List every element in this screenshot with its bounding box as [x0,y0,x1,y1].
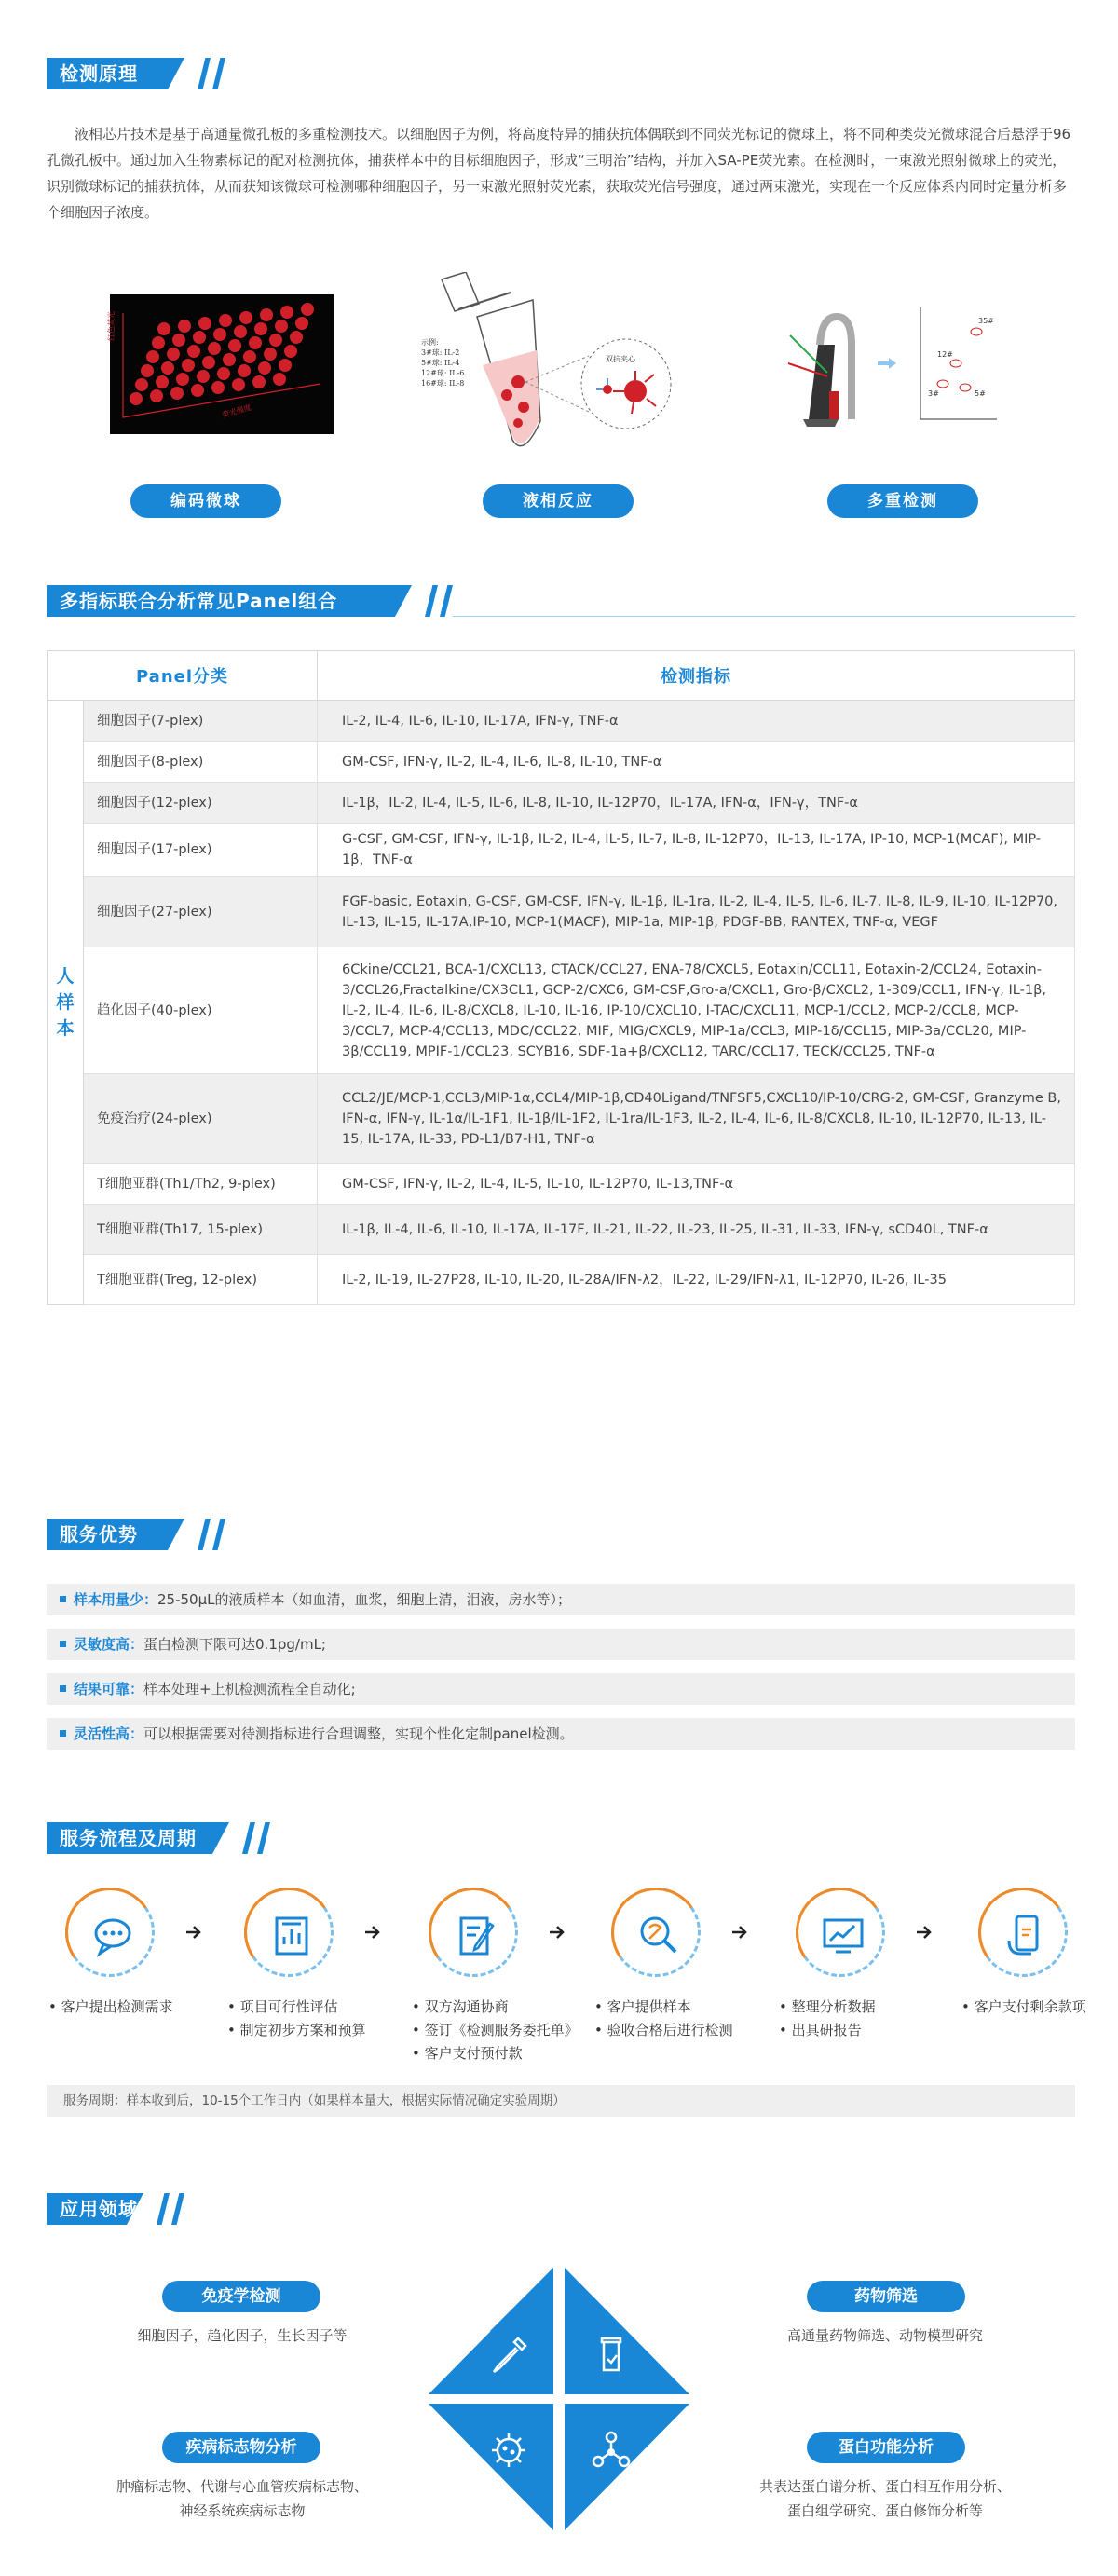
plate-bead [182,359,195,372]
plate-bead [258,361,271,375]
panel-indicators: IL-2, IL-19, IL-27P28, IL-10, IL-20, IL-28A/IFN-λ2，IL-22, IL-29/IFN-λ1, IL-12P70, IL-26, IL-35 [318,1255,1075,1305]
section-title-principle: 检测原理 [60,62,138,85]
panel-indicators: FGF-basic, Eotaxin, G-CSF, GM-CSF, IFN-γ, IL-1β, IL-1ra, IL-2, IL-4, IL-5, IL-6, IL-7, IL-8, IL-9, IL-10, IL-12P70, IL-13, IL-15, IL-17A,IP-10, MCP-1(MACF), MIP-1a, MIP-1β, PDGF-BB, RANTEX, TNF-α, VEGF [318,877,1075,947]
plate-bead [191,384,204,397]
panel-category: 趋化因子(40-plex) [84,947,318,1074]
panel-category: T细胞亚群(Th17, 15-plex) [84,1205,318,1255]
plate-bead [170,387,184,400]
app-text-line: 共表达蛋白谱分析、蛋白相互作用分析、 [758,2478,1011,2495]
arrow-right-icon [548,1923,566,1942]
plate-bead [172,334,185,347]
tube-legend-title: 示例: [421,338,439,347]
panel-indicators: IL-2, IL-4, IL-6, IL-10, IL-17A, IFN-γ, TNF-α [318,701,1075,742]
panel-table-body [48,701,1075,1305]
process-step-ring [244,1888,334,1977]
bead-plate-image [107,294,334,434]
app-text-protein-function [727,2474,1043,2523]
principle-text: 液相芯片技术是基于高通量微孔板的多重检测技术。以细胞因子为例，将高度特异的捕获抗体偶联到不同荧光标记的微球上，将不同种类荧光微球混合后悬浮于96孔微孔板中。通过加入生物素标记的配对检测抗体，捕获样本中的目标细胞因子，形成“三明治”结构，并加入SA-PE荧光素。在检测时，一束激光照射微球上的荧光，识别微球标记的捕获抗体，从而获知该微球可检测哪种细胞因子，另一束激光照射荧光素，获取荧光信号强度，通过两束激光，实现在一个反应体系内同时定量分析多个细胞因子浓度。 [47,126,1071,221]
arrow-right-icon [730,1923,749,1942]
advantage-item [47,1629,1075,1660]
table-row [48,1255,1075,1305]
plate-bead [243,350,256,363]
table-row [48,947,1075,1074]
tube-legend [421,337,464,388]
advantage-item [47,1584,1075,1615]
app-pill-protein-function: 蛋白功能分析 [807,2432,965,2463]
section-title-panel: 多指标联合分析常见Panel组合 [60,590,338,612]
panel-table [47,650,1075,1305]
plate-bead [208,342,221,355]
advantage-text: 25-50μL的液质样本（如血清，血浆，细胞上清，泪液，房水等）； [157,1591,572,1608]
table-row [48,1164,1075,1205]
arrow-right-icon [184,1923,203,1942]
process-step-text [961,1996,1086,2019]
process-step-ring [611,1888,701,1977]
process-step-text [594,1996,733,2042]
process-step-line: • 客户支付预付款 [412,2045,523,2062]
plate-bead [135,378,148,391]
process-step-line: • 双方沟通协商 [412,1998,509,2015]
panel-category: 免疫治疗(24-plex) [84,1074,318,1164]
process-step-text [779,1996,876,2042]
process-step-text [48,1996,173,2019]
app-text-line: 细胞因子，趋化因子，生长因子等 [137,2327,348,2344]
service-period: 服务周期：样本收到后，10-15个工作日内（如果样本量大，根据实际情况确定实验周期） [47,2085,1075,2117]
process-step-line: • 签订《检测服务委托单》 [412,2022,579,2038]
panel-category: 细胞因子(27-plex) [84,877,318,947]
chat-icon [90,1913,135,1957]
process-step-ring [978,1888,1068,1977]
scatter-label: 3# [928,389,939,398]
process-step-line: • 客户提供样本 [594,1998,691,2015]
analysis-icon [821,1913,866,1957]
app-text-line: 高通量药物筛选、动物模型研究 [786,2327,983,2344]
tube-reaction-image [421,272,691,458]
advantage-text: 可以根据需要对待测指标进行合理调整，实现个性化定制panel检测。 [143,1725,574,1742]
table-row [48,783,1075,824]
plate-bead [254,322,267,335]
virus-icon [486,2428,531,2473]
table-row [48,701,1075,742]
plate-y-axis-label: 红色荧光 [107,311,116,341]
plate-bead [264,348,277,361]
section-title-process: 服务流程及周期 [60,1827,197,1849]
test-tube-icon [589,2333,634,2378]
plate-bead [295,317,308,330]
plate-bead [146,350,159,363]
plate-bead [211,381,225,394]
contract-icon [454,1913,498,1957]
table-row [48,824,1075,877]
panel-category: 细胞因子(8-plex) [84,742,318,783]
panel-indicators: IL-1β, IL-4, IL-6, IL-10, IL-17A, IL-17F, IL-21, IL-22, IL-23, IL-25, IL-31, IL-33, IFN-γ, sCD40L, TNF-α [318,1205,1075,1255]
scatter-label: 5# [975,389,986,398]
scatter-label: 12# [937,350,953,359]
advantage-item [47,1673,1075,1705]
plate-bead [202,356,215,369]
app-text-immunology [102,2324,382,2348]
plate-bead [193,331,206,344]
plate-bead [239,311,252,324]
process-step-ring [429,1888,518,1977]
plate-bead [152,336,165,349]
sample-search-icon [636,1913,681,1957]
app-pill-drug-screening: 药物筛选 [807,2281,965,2312]
table-row [48,1074,1075,1164]
plate-bead [156,375,169,388]
plate-bead [249,336,262,349]
plate-bead [284,345,297,358]
application-diamond [429,2255,689,2543]
app-text-disease-markers [84,2474,401,2523]
panel-category: 细胞因子(7-plex) [84,701,318,742]
plate-bead [219,314,232,327]
advantage-text: 蛋白检测下限可达0.1pg/mL; [143,1636,326,1653]
panel-indicators: G-CSF, GM-CSF, IFN-γ, IL-1β, IL-2, IL-4, IL-5, IL-7, IL-8, IL-12P70，IL-13, IL-17A, IP-10, MCP-1(MCAF), MIP-1β，TNF-α [318,824,1075,877]
sample-type-label: 人 样 本 [48,701,84,1305]
advantage-key: 灵活性高： [74,1725,144,1742]
plate-bead [275,320,288,333]
plate-bead [301,303,314,316]
process-step-line: • 客户提出检测需求 [48,1998,173,2015]
payment-icon [1003,1913,1048,1957]
panel-category: 细胞因子(12-plex) [84,783,318,824]
table-header-row [48,651,1075,701]
app-text-line: 蛋白组学研究、蛋白修饰分析等 [786,2502,983,2519]
plate-bead [260,308,273,321]
advantage-text: 样本处理+上机检测流程全自动化; [143,1681,356,1697]
step-pill-encoded-beads: 编码微球 [130,484,281,518]
molecule-icon [589,2428,634,2473]
tube-legend-item: 3#球: IL-2 [421,348,460,357]
table-row [48,877,1075,947]
process-step-line: • 项目可行性评估 [227,1998,338,2015]
process-step-line: • 验收合格后进行检测 [594,2022,733,2038]
plate-bead [176,373,189,386]
app-pill-disease-markers: 疾病标志物分析 [162,2432,320,2463]
plate-bead [238,364,251,377]
plate-bead [232,378,245,391]
plate-bead [178,320,191,333]
plate-bead [228,339,241,352]
plate-bead [187,345,200,358]
advantage-key: 结果可靠： [74,1681,144,1697]
plate-bead [213,328,226,341]
plate-bead [273,373,286,386]
process-step-line: • 客户支付剩余款项 [961,1998,1086,2015]
app-pill-immunology: 免疫学检测 [162,2281,320,2312]
section-title-application: 应用领域 [60,2198,138,2220]
pipette-icon [486,2333,531,2378]
panel-indicators: CCL2/JE/MCP-1,CCL3/MIP-1α,CCL4/MIP-1β,CD40Ligand/TNFSF5,CXCL10/IP-10/CRG-2, GM-CSF, Granzyme B, IFN-α, IFN-γ, IL-1α/IL-1F1, IL-1β/IL-1F2, IL-1ra/IL-1F3, IL-2, IL-4, IL-6, IL-8/CXCL8, IL-10, IL-12P70, IL-13, IL-15, IL-17A, IL-33, PD-L1/B7-H1, TNF-α [318,1074,1075,1164]
tube-zoom-label: 双抗夹心 [606,355,635,363]
step-pill-liquid-reaction: 液相反应 [483,484,634,518]
panel-indicators: 6Ckine/CCL21, BCA-1/CXCL13, CTACK/CCL27, ENA-78/CXCL5, Eotaxin/CCL11, Eotaxin-2/CCL24, Eotaxin-3/CCL26,Fractalkine/CX3CL1, GCP-2/CXC6, GM-CSF,Gro-a/CXCL1, Gro-β/CXCL2, 1-309/CCL1, IFN-γ, IL-1β, IL-2, IL-4, IL-6, IL-8/CXCL8, IL-10, IL-16, IP-10/CXCL10, I-TAC/CXCL11, MCP-1/CCL2, MCP-2/CCL8, MCP-3/CCL7, MCP-4/CCL13, MDC/CCL22, MIF, MIG/CXCL9, MIP-1a/CCL3, MIP-1δ/CCL15, MIP-3a/CCL20, MIP-3β/CCL19, MPIF-1/CCL23, SCYB16, SDF-1a+β/CXCL12, TARC/CCL17, TECK/CCL25, TNF-α [318,947,1075,1074]
arrow-right-icon [915,1923,934,1942]
arrow-right-icon [363,1923,382,1942]
table-row [48,742,1075,783]
plate-bead [290,331,303,344]
process-step-ring [65,1888,155,1977]
tube-legend-item: 12#球: IL-6 [421,369,465,377]
plate-bead [161,361,174,375]
plate-bead [130,392,143,405]
panel-category: 细胞因子(17-plex) [84,824,318,877]
process-step-line: • 制定初步方案和预算 [227,2022,366,2038]
plate-bead [252,375,266,388]
plate-bead [279,359,292,372]
plate-bead [280,306,293,319]
table-header-indicator: 检测指标 [318,651,1075,701]
multiplex-detection-image [781,279,1004,447]
section-title-advantage: 服务优势 [60,1523,138,1546]
table-header-category: Panel分类 [48,651,318,701]
process-step-text [412,1996,579,2065]
step-pill-multiplex-detection: 多重检测 [827,484,978,518]
panel-indicators: GM-CSF, IFN-γ, IL-2, IL-4, IL-5, IL-10, IL-12P70, IL-13,TNF-α [318,1164,1075,1205]
plate-bead [150,389,163,402]
panel-indicators: IL-1β，IL-2, IL-4, IL-5, IL-6, IL-8, IL-10, IL-12P70，IL-17A, IFN-α，IFN-γ，TNF-α [318,783,1075,824]
app-text-drug-screening [745,2324,1025,2348]
process-step-ring [796,1888,885,1977]
panel-indicators: GM-CSF, IFN-γ, IL-2, IL-4, IL-6, IL-8, IL-10, TNF-α [318,742,1075,783]
app-text-line: 神经系统疾病标志物 [179,2502,306,2519]
advantage-key: 样本用量少： [74,1591,158,1608]
plate-bead [157,322,170,335]
scatter-label: 35# [978,317,994,325]
tube-legend-item: 16#球: IL-8 [421,379,465,388]
panel-category: T细胞亚群(Th1/Th2, 9-plex) [84,1164,318,1205]
app-text-line: 肿瘤标志物、代谢与心血管疾病标志物、 [116,2478,368,2495]
plate-x-axis-label: 荧光强度 [221,402,252,420]
process-step-line: • 出具研报告 [779,2022,862,2038]
plate-bead [223,353,236,366]
plate-bead [167,348,180,361]
advantage-key: 灵敏度高： [74,1636,144,1653]
plate-bead [217,367,230,380]
plate-bead [197,370,210,383]
panel-category: T细胞亚群(Treg, 12-plex) [84,1255,318,1305]
process-step-line: • 整理分析数据 [779,1998,876,2015]
plate-bead [141,364,154,377]
advantage-item [47,1718,1075,1750]
table-row [48,1205,1075,1255]
tube-legend-item: 5#球: IL-4 [421,359,460,367]
plate-bead [198,317,211,330]
plate-bead [269,334,282,347]
plate-bead [234,325,247,338]
process-step-text [227,1996,366,2042]
report-icon [269,1913,314,1957]
